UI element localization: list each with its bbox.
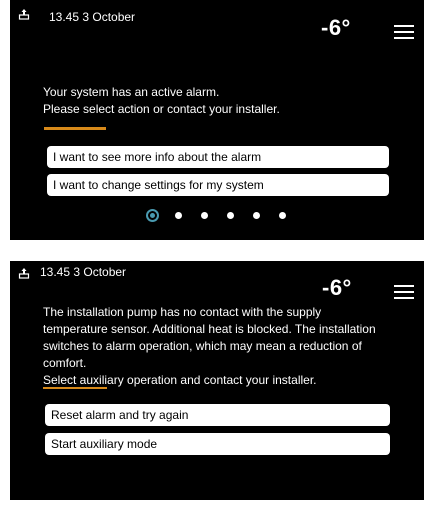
hamburger-menu-icon[interactable] <box>394 284 414 300</box>
status-time: 13.45 3 October <box>49 10 136 24</box>
usb-upload-icon <box>18 8 30 20</box>
alarm-description-line: The installation pump has no contact with the supply <box>43 305 322 319</box>
accent-bar <box>44 127 106 130</box>
pager-dot[interactable] <box>279 212 286 219</box>
pager-dot[interactable] <box>227 212 234 219</box>
hamburger-menu-icon[interactable] <box>394 24 414 40</box>
alarm-message-line: Please select action or contact your installer. <box>43 102 280 116</box>
reset-alarm-button[interactable]: Reset alarm and try again <box>45 404 390 426</box>
outdoor-temperature: -6° <box>322 275 352 300</box>
alarm-description-line: temperature sensor. Additional heat is blocked. The installation <box>43 322 376 336</box>
status-time: 13.45 3 October <box>40 265 127 279</box>
change-settings-button[interactable]: I want to change settings for my system <box>47 174 389 196</box>
pager-dot[interactable] <box>201 212 208 219</box>
usb-upload-icon <box>18 267 30 279</box>
pager-dot[interactable] <box>175 212 182 219</box>
pager-dot-active[interactable] <box>146 209 159 222</box>
instruction-text: Select auxiliary operation and contact your installer. <box>43 373 317 387</box>
alarm-screen-detail <box>10 261 424 500</box>
alarm-instruction <box>43 372 317 388</box>
alarm-message-line: Your system has an active alarm. <box>43 85 220 99</box>
alarm-description-line: comfort. <box>43 356 87 370</box>
start-auxiliary-mode-button[interactable]: Start auxiliary mode <box>45 433 390 455</box>
pager-dot[interactable] <box>253 212 260 219</box>
see-alarm-info-button[interactable]: I want to see more info about the alarm <box>47 146 389 168</box>
alarm-description-line: switches to alarm operation, which may mean a reduction of <box>43 339 362 353</box>
outdoor-temperature: -6° <box>321 15 351 40</box>
alarm-screen-overview <box>10 0 424 240</box>
accent-underline <box>43 387 107 389</box>
